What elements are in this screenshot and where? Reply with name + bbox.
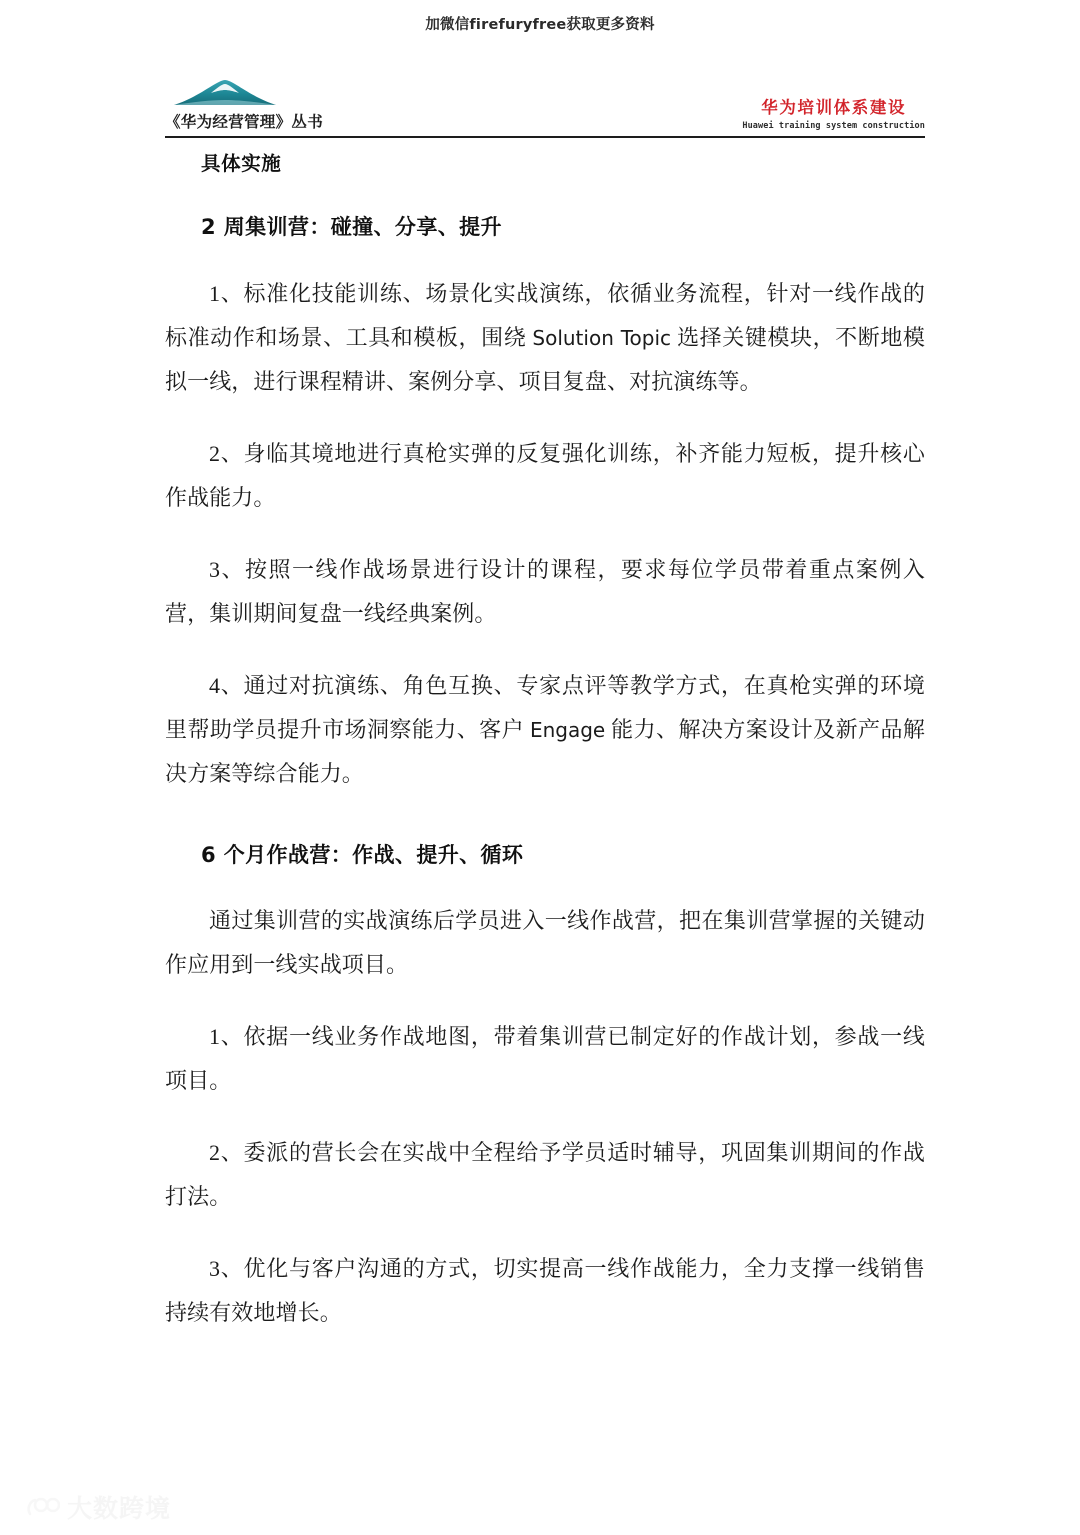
mountain-peak-logo-icon xyxy=(173,78,277,108)
spacer xyxy=(165,244,925,272)
paragraph-text: 1、标准化技能训练、场景化实战演练，依循业务流程，针对一线作战的标准动作和场景、工具和模板，围绕 xyxy=(165,280,925,350)
document-page xyxy=(0,46,1080,1535)
program-title-en: Huawei training system construction xyxy=(742,121,925,131)
spacer xyxy=(165,520,925,548)
header-left-group xyxy=(165,78,323,132)
spacer xyxy=(165,796,925,840)
promo-banner xyxy=(0,0,1080,46)
spacer xyxy=(165,178,925,212)
paragraph: 2、委派的营长会在实战中全程给予学员适时辅导，巩固集训期间的作战打法。 xyxy=(165,1140,925,1210)
header-divider xyxy=(165,136,925,138)
spacer xyxy=(165,636,925,664)
document-header xyxy=(165,60,925,132)
series-title: 《华为经营管理》丛书 xyxy=(165,113,324,131)
spacer xyxy=(165,404,925,432)
spacer xyxy=(165,1103,925,1131)
spacer xyxy=(165,871,925,899)
subsection-heading-campamp: 2 周集训营：碰撞、分享、提升 xyxy=(201,215,502,240)
paragraph: 通过集训营的实战演练后学员进入一线作战营，把在集训营掌握的关键动作应用到一线实战项目。 xyxy=(165,908,925,978)
subsection-heading-ops: 6 个月作战营：作战、提升、循环 xyxy=(201,842,524,867)
document-body xyxy=(165,149,925,1335)
inline-latin-term: Solution Topic xyxy=(532,325,672,350)
spacer xyxy=(165,987,925,1015)
paragraph-text: 能力、解决方案设计及新产品解决方案等综合能力。 xyxy=(165,716,925,786)
paragraph xyxy=(165,664,925,796)
watermark-text: 大数跨境 xyxy=(67,1494,172,1523)
paragraph: 1、依据一线业务作战地图，带着集训营已制定好的作战计划，参战一线项目。 xyxy=(165,1024,925,1094)
promo-text: 加微信firefuryfree获取更多资料 xyxy=(425,16,655,33)
paragraph: 3、按照一线作战场景进行设计的课程，要求每位学员带着重点案例入营，集训期间复盘一线经典案例。 xyxy=(165,556,925,626)
circle-glasses-logo-icon xyxy=(26,1494,60,1520)
paragraph: 3、优化与客户沟通的方式，切实提高一线作战能力，全力支撑一线销售持续有效地增长。 xyxy=(165,1256,925,1326)
paragraph-text: 选择关键模块，不断地模拟一线，进行课程精讲、案例分享、项目复盘、对抗演练等。 xyxy=(165,324,926,394)
inline-latin-term: Engage xyxy=(529,717,606,742)
paragraph xyxy=(165,272,925,404)
header-right-group xyxy=(742,99,925,131)
paragraph: 2、身临其境地进行真枪实弹的反复强化训练，补齐能力短板，提升核心作战能力。 xyxy=(165,440,925,510)
paragraph-text: 4、通过对抗演练、角色互换、专家点评等教学方式，在真枪实弹的环境里帮助学员提升市场洞察能力、客户 xyxy=(165,672,925,742)
watermark xyxy=(26,1489,171,1525)
program-title-cn: 华为培训体系建设 xyxy=(761,97,907,117)
spacer xyxy=(165,1219,925,1247)
page-title: 具体实施 xyxy=(201,152,282,175)
